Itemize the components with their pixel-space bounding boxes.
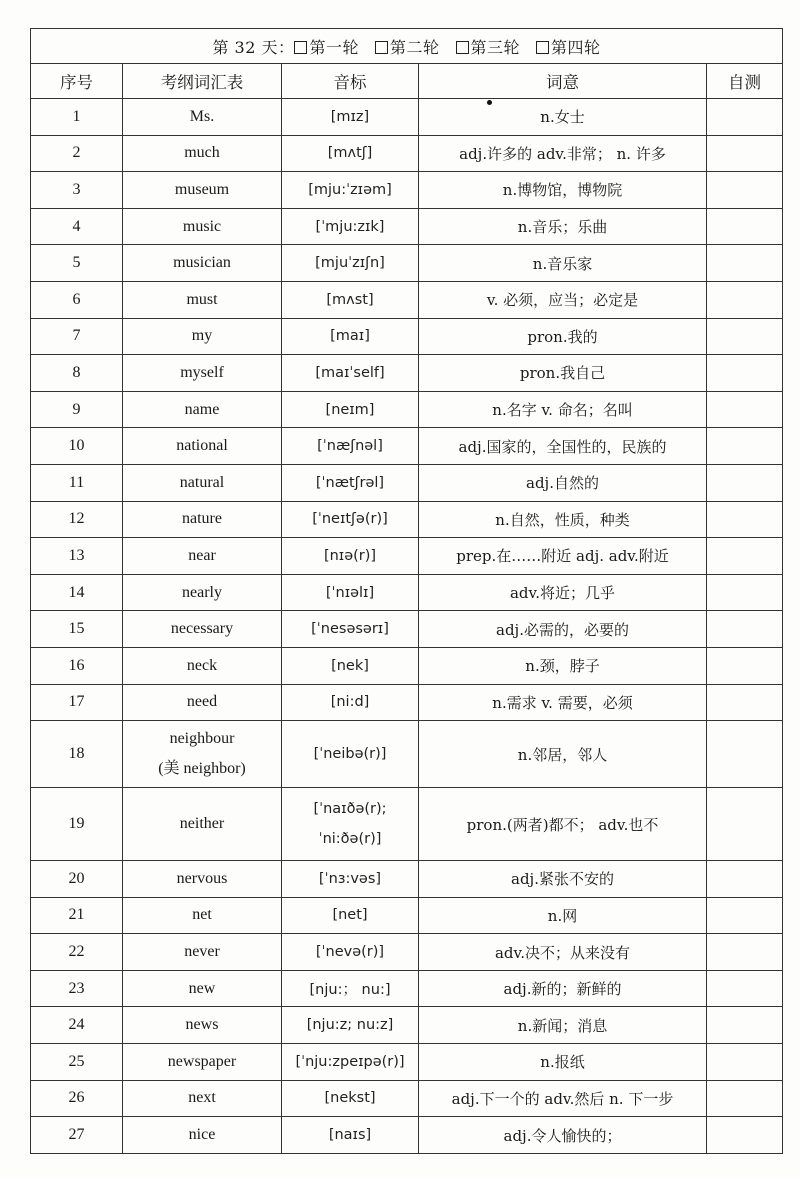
table-row [31,1044,783,1081]
word-cell: nature [123,501,282,538]
self-test-cell[interactable] [707,208,783,245]
phonetic-cell: [ˈnesəsərɪ] [282,611,419,648]
phonetic-cell: [mʌst] [282,281,419,318]
self-test-cell[interactable] [707,1007,783,1044]
phonetic-cell: [mjuˈzɪʃn] [282,245,419,282]
header-number: 序号 [31,64,123,99]
row-number: 18 [31,721,123,788]
checkbox-icon [456,41,469,54]
word-cell: natural [123,464,282,501]
table-row [31,135,783,172]
self-test-cell[interactable] [707,318,783,355]
word-cell: new [123,970,282,1007]
word-cell: nearly [123,574,282,611]
table-row [31,355,783,392]
table-row [31,538,783,575]
meaning-cell: n.音乐；乐曲 [419,208,707,245]
header-row [31,64,783,99]
meaning-cell: n.需求 v. 需要，必须 [419,684,707,721]
meaning-cell: adj.国家的，全国性的，民族的 [419,428,707,465]
header-meaning: 词意 [419,64,707,99]
meaning-cell: n.邻居，邻人 [419,721,707,788]
word-cell: name [123,391,282,428]
vocabulary-table [30,28,783,1154]
phonetic-cell: [ˈnæʃnəl] [282,428,419,465]
table-row [31,611,783,648]
phonetic-cell: [nju:； nu:] [282,970,419,1007]
meaning-cell: adj.下一个的 adv.然后 n. 下一步 [419,1080,707,1117]
row-number: 10 [31,428,123,465]
checkbox-icon [294,41,307,54]
row-number: 1 [31,99,123,136]
phonetic-cell: [ˈnɪəlɪ] [282,574,419,611]
phonetic-cell: [net] [282,897,419,934]
word-cell: musician [123,245,282,282]
row-number: 3 [31,172,123,209]
word-cell: never [123,934,282,971]
table-row [31,647,783,684]
phonetic-cell: [ˈnætʃrəl] [282,464,419,501]
checkbox-icon [375,41,388,54]
self-test-cell[interactable] [707,245,783,282]
self-test-cell[interactable] [707,611,783,648]
word-text: neighbour [169,730,235,748]
table-row [31,208,783,245]
phonetic-cell: [maɪ] [282,318,419,355]
self-test-cell[interactable] [707,897,783,934]
self-test-cell[interactable] [707,970,783,1007]
table-row [31,861,783,898]
header-phonetic: 音标 [282,64,419,99]
word-cell: nice [123,1117,282,1154]
self-test-cell[interactable] [707,135,783,172]
table-row [31,1007,783,1044]
word-cell: neither [123,788,282,861]
self-test-cell[interactable] [707,1044,783,1081]
word-cell: Ms. [123,99,282,136]
self-test-cell[interactable] [707,428,783,465]
word-cell: music [123,208,282,245]
word-cell: near [123,538,282,575]
phonetic-cell: [ˈneɪtʃə(r)] [282,501,419,538]
meaning-cell: pron.(两者)都不； adv.也不 [419,788,707,861]
phonetic-cell: [ni:d] [282,684,419,721]
table-row [31,318,783,355]
phonetic-cell: [nekst] [282,1080,419,1117]
word-cell: net [123,897,282,934]
day-title [31,29,783,64]
row-number: 25 [31,1044,123,1081]
self-test-cell[interactable] [707,281,783,318]
row-number: 15 [31,611,123,648]
word-cell: myself [123,355,282,392]
word-cell: much [123,135,282,172]
header-word: 考纲词汇表 [123,64,282,99]
self-test-cell[interactable] [707,99,783,136]
phonetic-cell: [neɪm] [282,391,419,428]
self-test-cell[interactable] [707,861,783,898]
round-checkbox-2[interactable]: 第二轮 [375,38,440,57]
meaning-cell: adj.自然的 [419,464,707,501]
table-row [31,1117,783,1154]
self-test-cell[interactable] [707,934,783,971]
word-cell: newspaper [123,1044,282,1081]
table-row [31,428,783,465]
self-test-cell[interactable] [707,1080,783,1117]
phonetic-cell: [ˈnevə(r)] [282,934,419,971]
phonetic-cell: [maɪˈself] [282,355,419,392]
row-number: 22 [31,934,123,971]
checkbox-icon [536,41,549,54]
word-cell: neck [123,647,282,684]
phonetic-cell: [mju:ˈzɪəm] [282,172,419,209]
table-row [31,788,783,861]
phonetic-cell: [ˈneibə(r)] [282,721,419,788]
phonetic-cell: [ˈnju:zpeɪpə(r)] [282,1044,419,1081]
self-test-cell[interactable] [707,538,783,575]
row-number: 7 [31,318,123,355]
table-row [31,391,783,428]
row-number: 21 [31,897,123,934]
table-row [31,245,783,282]
meaning-cell: n.颈，脖子 [419,647,707,684]
row-number: 23 [31,970,123,1007]
meaning-cell: prep.在……附近 adj. adv.附近 [419,538,707,575]
row-number: 9 [31,391,123,428]
ink-dot [487,100,492,105]
self-test-cell[interactable] [707,1117,783,1154]
row-number: 19 [31,788,123,861]
vocabulary-sheet [30,28,782,1154]
table-row [31,684,783,721]
meaning-cell: n.网 [419,897,707,934]
word-cell: need [123,684,282,721]
phonetic-cell: [ˈnɜ:vəs] [282,861,419,898]
word-cell: my [123,318,282,355]
row-number: 20 [31,861,123,898]
row-number: 2 [31,135,123,172]
row-number: 12 [31,501,123,538]
table-row [31,897,783,934]
meaning-cell: n.报纸 [419,1044,707,1081]
meaning-cell: adj.许多的 adv.非常； n. 许多 [419,135,707,172]
table-row [31,721,783,788]
self-test-cell[interactable] [707,647,783,684]
self-test-cell[interactable] [707,721,783,788]
table-row [31,172,783,209]
word-variant: (美 neighbor) [158,760,246,778]
row-number: 8 [31,355,123,392]
round-checkbox-1[interactable]: 第一轮 [294,38,359,57]
row-number: 14 [31,574,123,611]
row-number: 13 [31,538,123,575]
row-number: 24 [31,1007,123,1044]
row-number: 26 [31,1080,123,1117]
self-test-cell[interactable] [707,172,783,209]
phonetic-cell: [nju:z; nu:z] [282,1007,419,1044]
table-row [31,99,783,136]
row-number: 6 [31,281,123,318]
phonetic-cell: [ˈmju:zɪk] [282,208,419,245]
phonetic-cell: [nek] [282,647,419,684]
meaning-cell: adj.紧张不安的 [419,861,707,898]
phonetic-cell: [nɪə(r)] [282,538,419,575]
word-cell: next [123,1080,282,1117]
table-row [31,281,783,318]
self-test-cell[interactable] [707,788,783,861]
table-row [31,970,783,1007]
self-test-cell[interactable] [707,501,783,538]
meaning-cell: adj.新的；新鲜的 [419,970,707,1007]
title-row [31,29,783,64]
round-checkbox-3[interactable]: 第三轮 [456,38,521,57]
self-test-cell[interactable] [707,684,783,721]
phonetic-cell: [mɪz] [282,99,419,136]
table-row [31,464,783,501]
word-cell [123,721,282,788]
meaning-cell: pron.我自己 [419,355,707,392]
meaning-cell: n.女士 [419,99,707,136]
phonetic-text: [ˈnaɪðə(r); [313,801,387,818]
self-test-cell[interactable] [707,464,783,501]
self-test-cell[interactable] [707,574,783,611]
row-number: 27 [31,1117,123,1154]
phonetic-cell: [mʌtʃ] [282,135,419,172]
row-number: 5 [31,245,123,282]
table-row [31,501,783,538]
word-cell: news [123,1007,282,1044]
row-number: 11 [31,464,123,501]
word-cell: must [123,281,282,318]
meaning-cell: pron.我的 [419,318,707,355]
word-cell: national [123,428,282,465]
round-checkbox-4[interactable]: 第四轮 [536,38,601,57]
row-number: 17 [31,684,123,721]
meaning-cell: n.博物馆，博物院 [419,172,707,209]
meaning-cell: n.新闻；消息 [419,1007,707,1044]
table-row [31,934,783,971]
table-row [31,1080,783,1117]
self-test-cell[interactable] [707,355,783,392]
meaning-cell: adv.将近；几乎 [419,574,707,611]
phonetic-cell: [naɪs] [282,1117,419,1154]
header-self-test: 自测 [707,64,783,99]
meaning-cell: adv.决不；从来没有 [419,934,707,971]
word-cell: museum [123,172,282,209]
meaning-cell: adj.令人愉快的； [419,1117,707,1154]
row-number: 4 [31,208,123,245]
meaning-cell: n.音乐家 [419,245,707,282]
row-number: 16 [31,647,123,684]
phonetic-variant: ˈni:ðə(r)] [318,831,382,848]
table-row [31,574,783,611]
meaning-cell: v. 必须，应当；必定是 [419,281,707,318]
word-cell: nervous [123,861,282,898]
self-test-cell[interactable] [707,391,783,428]
meaning-cell: n.自然，性质，种类 [419,501,707,538]
meaning-cell: n.名字 v. 命名；名叫 [419,391,707,428]
day-label: 第 32 天： [212,37,295,57]
phonetic-cell [282,788,419,861]
meaning-cell: adj.必需的，必要的 [419,611,707,648]
word-cell: necessary [123,611,282,648]
